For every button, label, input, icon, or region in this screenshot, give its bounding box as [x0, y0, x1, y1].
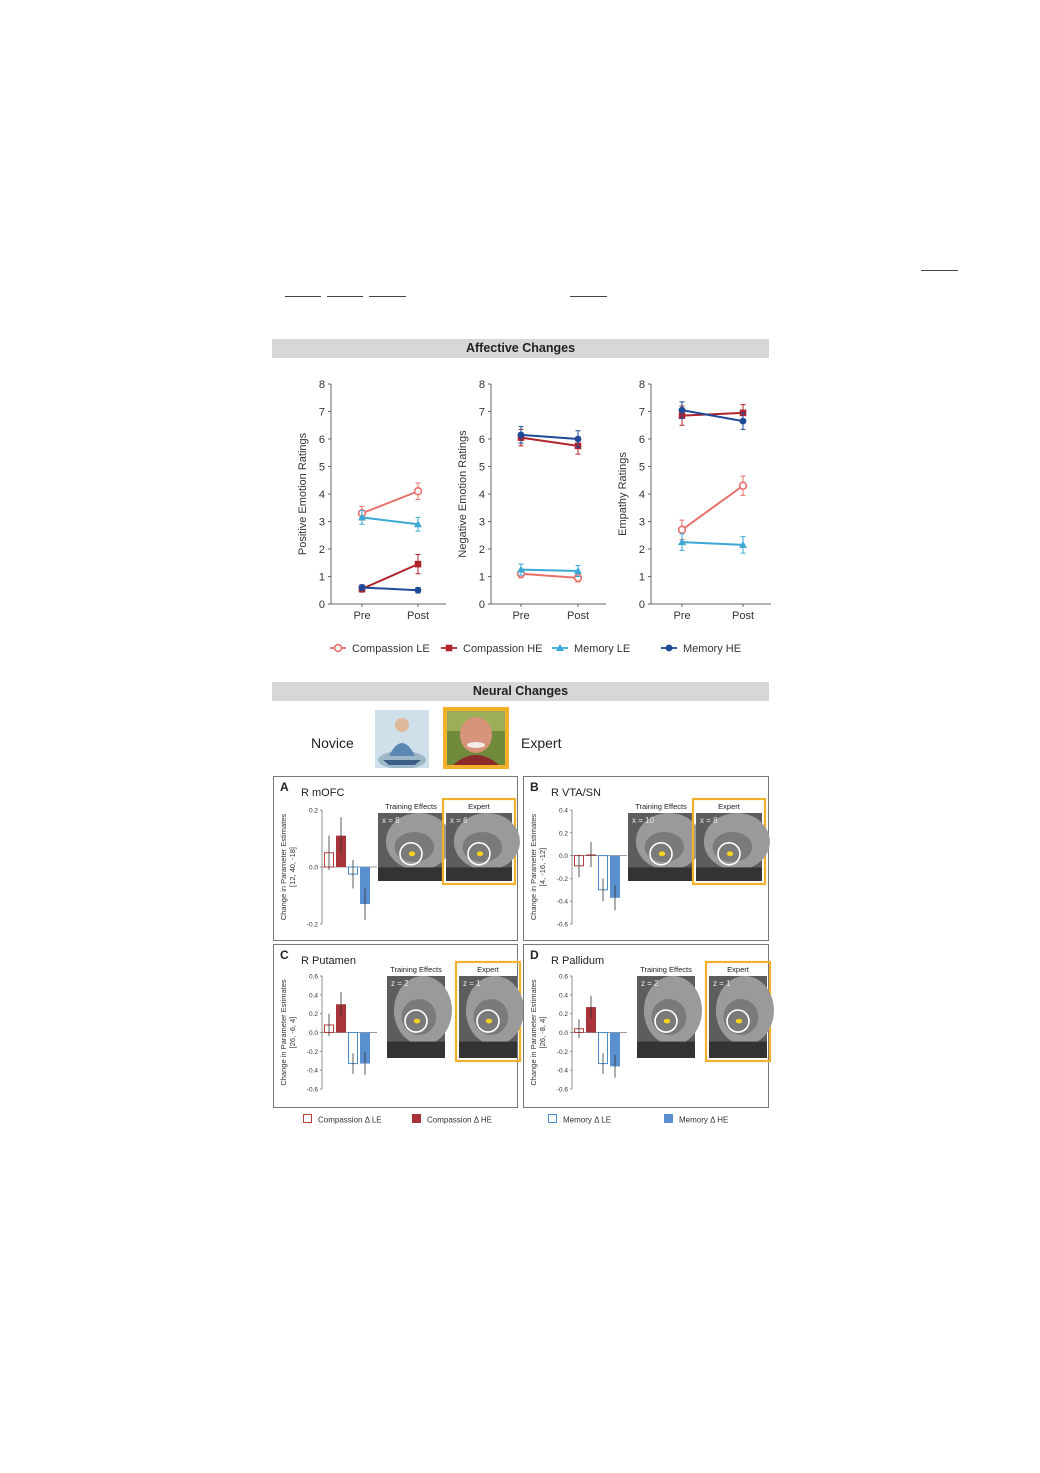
image-header: Expert — [727, 965, 749, 974]
legend-swatch — [549, 1115, 557, 1123]
novice-label: Novice — [311, 735, 354, 751]
y-tick-label: 0.2 — [558, 830, 568, 838]
coordinates-label: [26, -8, 4] — [538, 1016, 547, 1049]
legend-item — [661, 643, 741, 655]
legend-marker — [335, 645, 342, 652]
slice-label: z = 1 — [463, 979, 481, 988]
panel-b-chart — [524, 777, 768, 940]
series-line — [521, 570, 578, 571]
line-chart-1 — [297, 379, 446, 622]
data-point — [359, 584, 366, 591]
y-tick-label: 3 — [638, 516, 645, 529]
brain-lower — [446, 867, 512, 881]
legend-label: Memory Δ LE — [563, 1115, 612, 1125]
y-tick-label: 2 — [638, 544, 645, 556]
data-point — [679, 407, 686, 414]
text-underline — [285, 296, 321, 297]
y-tick-label: 7 — [638, 406, 645, 419]
brain-lower — [459, 1042, 517, 1058]
legend-marker — [446, 645, 453, 652]
image-header: Training Effects — [385, 802, 437, 811]
slice-label: x = 8 — [382, 816, 400, 825]
y-tick-label: 0 — [478, 599, 485, 611]
novice-expert-row — [272, 707, 769, 773]
y-tick-label: -0.4 — [306, 1067, 318, 1075]
y-tick-label: 5 — [638, 461, 645, 474]
y-axis-label: Change in Parameter Estimates — [529, 813, 538, 921]
panel-a-chart — [274, 777, 517, 940]
neural-legend-item — [412, 1114, 492, 1125]
expert-brain-image — [443, 799, 520, 884]
y-tick-label: 0.0 — [558, 1030, 568, 1037]
y-tick-label: -0.6 — [556, 921, 568, 929]
panel-title: R mOFC — [301, 787, 345, 799]
legend-swatch — [664, 1114, 673, 1123]
line-chart-3 — [617, 379, 771, 622]
series-line — [682, 486, 743, 530]
y-tick-label: 8 — [478, 379, 485, 391]
legend-item — [330, 643, 430, 655]
legend-label: Compassion Δ LE — [318, 1115, 382, 1125]
series-line — [362, 491, 418, 513]
legend-label: Compassion HE — [463, 643, 543, 655]
panel-title: R Pallidum — [551, 955, 605, 967]
expert-brain-image — [693, 799, 770, 884]
legend-swatch — [304, 1115, 312, 1123]
expert-brain-image — [706, 962, 774, 1061]
y-tick-label: 3 — [318, 516, 325, 529]
x-tick-label: Pre — [673, 610, 691, 622]
brain-tissue-inner — [652, 999, 687, 1035]
y-tick-label: 4 — [318, 489, 325, 501]
series-line — [362, 588, 418, 591]
data-point — [740, 482, 747, 489]
data-point — [518, 431, 525, 438]
legend-label: Compassion LE — [352, 643, 430, 655]
legend-swatch — [412, 1114, 421, 1123]
slice-label: z = 2 — [391, 979, 409, 988]
y-tick-label: 4 — [638, 489, 645, 501]
panel-c — [273, 944, 518, 1108]
y-tick-label: 7 — [318, 406, 325, 419]
y-axis-label: Empathy Ratings — [617, 452, 629, 536]
y-tick-label: 0.2 — [308, 807, 318, 815]
text-underline — [921, 270, 958, 271]
legend-label: Memory LE — [574, 643, 631, 655]
y-tick-label: 3 — [478, 516, 485, 529]
y-tick-label: 0.4 — [558, 992, 568, 1000]
training-brain-image — [637, 965, 702, 1058]
image-header: Expert — [718, 802, 740, 811]
data-point — [415, 561, 422, 568]
data-point — [575, 436, 582, 443]
image-header: Training Effects — [640, 965, 692, 974]
y-tick-label: -0.6 — [556, 1086, 568, 1094]
image-header: Training Effects — [635, 802, 687, 811]
affective-charts — [272, 372, 772, 672]
neural-changes-header: Neural Changes — [272, 682, 769, 701]
y-tick-label: 5 — [318, 461, 325, 474]
panel-title: R VTA/SN — [551, 787, 601, 799]
activation-blob — [477, 851, 483, 856]
activation-blob — [664, 1019, 670, 1024]
panel-b — [523, 776, 769, 941]
y-tick-label: 6 — [638, 434, 645, 446]
y-tick-label: 0 — [318, 599, 325, 611]
data-point — [415, 488, 422, 495]
y-tick-label: 8 — [638, 379, 645, 391]
y-tick-label: 0.0 — [308, 864, 318, 872]
expert-photo — [447, 711, 505, 765]
image-header: Expert — [468, 802, 490, 811]
y-tick-label: 6 — [318, 434, 325, 446]
y-axis-label: Negative Emotion Ratings — [457, 430, 469, 558]
panel-letter: C — [280, 948, 289, 962]
training-brain-image — [378, 802, 452, 881]
training-brain-image — [628, 802, 702, 881]
activation-blob — [414, 1019, 420, 1024]
data-point — [679, 526, 686, 533]
y-tick-label: 1 — [318, 571, 325, 584]
legend-item — [441, 643, 542, 655]
expert-label: Expert — [521, 735, 562, 751]
activation-blob — [486, 1019, 492, 1024]
y-tick-label: 0.6 — [558, 973, 568, 981]
activation-blob — [409, 851, 415, 856]
brain-lower — [709, 1042, 767, 1058]
y-tick-label: 0 — [638, 599, 645, 611]
y-tick-label: 0.0 — [308, 1030, 318, 1037]
image-header: Training Effects — [390, 965, 442, 974]
series-line — [521, 574, 578, 578]
neural-legend-item — [664, 1114, 728, 1125]
x-tick-label: Post — [731, 610, 755, 622]
brain-lower — [696, 867, 762, 881]
panel-a — [273, 776, 518, 941]
activation-blob — [659, 851, 665, 856]
neural-legend — [272, 1112, 772, 1128]
y-tick-label: -0.4 — [556, 1067, 568, 1075]
legend-label: Compassion Δ HE — [427, 1115, 492, 1125]
panel-letter: A — [280, 780, 289, 794]
y-tick-label: 1 — [638, 571, 645, 584]
slice-label: x = 10 — [632, 816, 655, 825]
y-tick-label: 0.4 — [308, 992, 318, 1000]
x-tick-label: Post — [406, 610, 430, 622]
slice-label: z = 2 — [641, 979, 659, 988]
y-tick-label: 2 — [318, 544, 325, 556]
image-header: Expert — [477, 965, 499, 974]
y-tick-label: -0.2 — [556, 875, 568, 883]
y-tick-label: 2 — [478, 544, 485, 556]
y-tick-label: 0.6 — [308, 973, 318, 981]
data-point — [740, 418, 747, 425]
novice-photo — [375, 710, 429, 768]
slice-label: z = 1 — [713, 979, 731, 988]
activation-blob — [727, 851, 733, 856]
y-tick-label: 0.4 — [558, 807, 568, 815]
text-underline — [327, 296, 363, 297]
coordinates-label: [26, -6, 4] — [288, 1016, 297, 1049]
y-tick-label: -0.4 — [556, 898, 568, 906]
brain-lower — [378, 867, 444, 881]
activation-blob — [736, 1019, 742, 1024]
slice-label: x = 8 — [700, 816, 718, 825]
expert-brain-image — [456, 962, 524, 1061]
y-tick-label: 1 — [478, 571, 485, 584]
brain-tissue-inner — [724, 999, 759, 1035]
brain-lower — [628, 867, 694, 881]
x-tick-label: Post — [566, 610, 590, 622]
brain-lower — [637, 1042, 695, 1058]
neural-legend-item — [549, 1115, 612, 1125]
y-tick-label: 0.2 — [308, 1011, 318, 1019]
y-tick-label: 0.2 — [558, 1011, 568, 1019]
coordinates-label: [12, 40, -18] — [288, 846, 297, 888]
text-underline — [369, 296, 406, 297]
affective-changes-header: Affective Changes — [272, 339, 769, 358]
y-tick-label: 8 — [318, 379, 325, 391]
neural-legend-item — [304, 1115, 382, 1125]
legend-label: Memory Δ HE — [679, 1115, 729, 1125]
panel-letter: D — [530, 948, 539, 962]
panel-d-chart — [524, 945, 768, 1107]
panel-letter: B — [530, 780, 539, 794]
panel-d — [523, 944, 769, 1108]
y-axis-label: Change in Parameter Estimates — [529, 979, 538, 1086]
y-tick-label: 7 — [478, 406, 485, 419]
brain-tissue-inner — [402, 999, 437, 1035]
y-tick-label: 0.0 — [558, 853, 568, 861]
series-line — [682, 542, 743, 545]
legend-label: Memory HE — [683, 643, 742, 655]
text-underline — [570, 296, 607, 297]
y-tick-label: 6 — [478, 434, 485, 446]
y-tick-label: 5 — [478, 461, 485, 474]
series-line — [362, 517, 418, 524]
panel-title: R Putamen — [301, 955, 357, 967]
y-tick-label: 4 — [478, 489, 485, 501]
slice-label: x = 6 — [450, 816, 468, 825]
series-line — [362, 564, 418, 589]
y-tick-label: -0.2 — [556, 1048, 568, 1056]
y-tick-label: -0.2 — [306, 921, 318, 929]
panel-c-chart — [274, 945, 517, 1107]
y-tick-label: -0.2 — [306, 1048, 318, 1056]
x-tick-label: Pre — [512, 610, 530, 622]
y-axis-label: Positive Emotion Ratings — [297, 432, 309, 556]
y-tick-label: -0.6 — [306, 1086, 318, 1094]
legend-marker — [666, 645, 673, 652]
legend-item — [552, 643, 630, 655]
x-tick-label: Pre — [353, 610, 371, 622]
coordinates-label: [4, -16, -12] — [538, 847, 547, 887]
brain-lower — [387, 1042, 445, 1058]
y-axis-label: Change in Parameter Estimates — [279, 979, 288, 1086]
line-chart-2 — [457, 379, 606, 622]
brain-tissue-inner — [474, 999, 509, 1035]
training-brain-image — [387, 965, 452, 1058]
data-point — [415, 587, 422, 594]
y-axis-label: Change in Parameter Estimates — [279, 813, 288, 921]
